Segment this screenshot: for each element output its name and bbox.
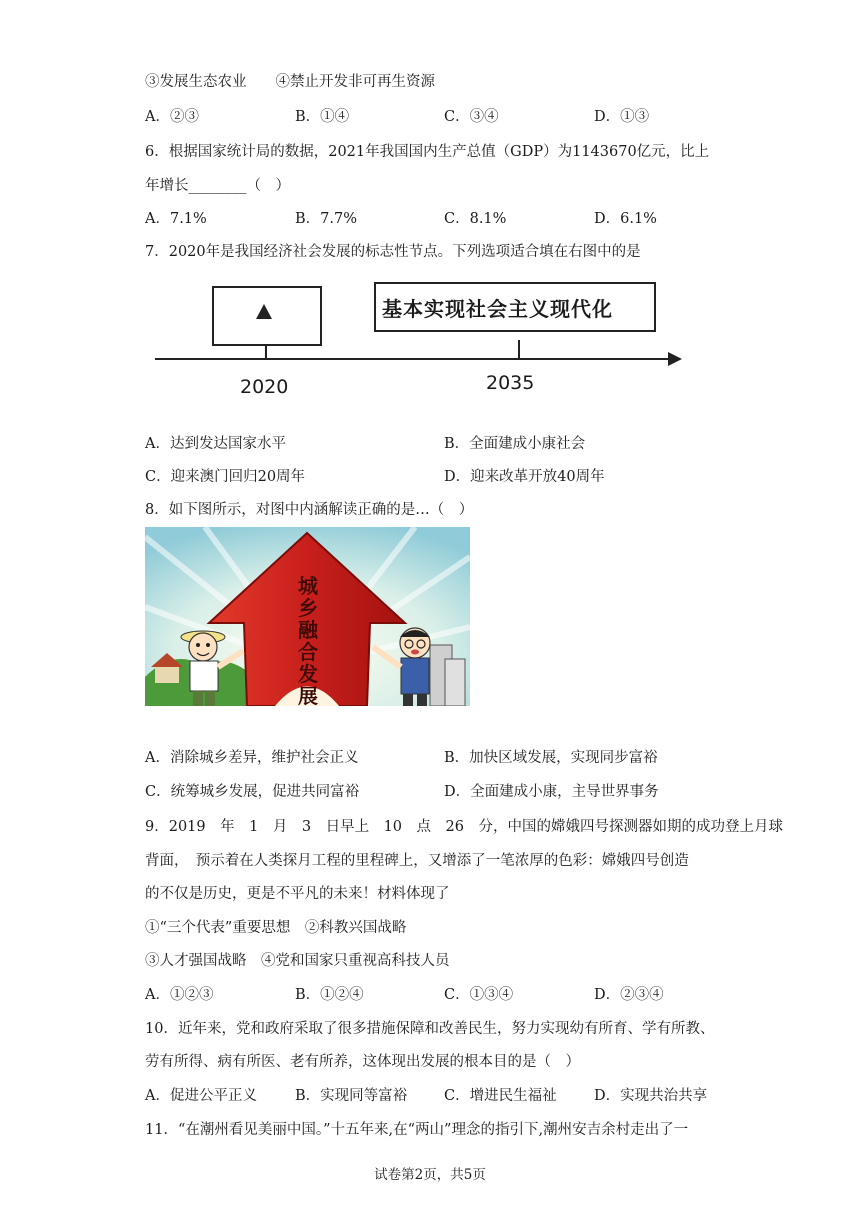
timeline-arrow-icon — [668, 352, 682, 366]
q10-option-d: D．实现共治共享 — [594, 1088, 708, 1104]
q7-option-d: D．迎来改革开放40周年 — [444, 469, 605, 485]
arrow-char: 展 — [298, 684, 318, 706]
timeline-year-right: 2035 — [486, 372, 535, 394]
q7-option-c: C．迎来澳门回归20周年 — [145, 469, 306, 485]
q9-choice-line-1: ①“三个代表”重要思想 ②科教兴国战略 — [145, 920, 407, 936]
q8-cartoon-figure — [145, 527, 470, 706]
q6-stem-line-2: 年增长________（ ） — [145, 178, 290, 194]
q9-stem-line-2: 背面， 预示着在人类探月工程的里程碑上，又增添了一笔浓厚的色彩：嫦娥四号创造 — [145, 853, 689, 869]
arrow-char: 融 — [298, 618, 318, 642]
q5-option-c: C．③④ — [444, 109, 499, 125]
q9-option-b: B．①②④ — [295, 987, 364, 1003]
arrow-vertical-text — [293, 575, 323, 706]
timeline-goal-text: 基本实现社会主义现代化 — [382, 297, 613, 321]
q5-option-b: B．①④ — [295, 109, 350, 125]
q11-stem-line-1: 11．“在潮州看见美丽中国。”十五年来,在“两山”理念的指引下,潮州安吉余村走出了一 — [145, 1122, 689, 1138]
q8-option-c: C．统筹城乡发展，促进共同富裕 — [145, 784, 360, 800]
arrow-char: 合 — [298, 640, 318, 664]
q9-stem-line-3: 的不仅是历史，更是不平凡的未来！材料体现了 — [145, 886, 450, 902]
timeline-tick-2020 — [265, 344, 267, 358]
q6-option-b: B．7.7% — [295, 211, 357, 227]
q6-stem-line-1: 6．根据国家统计局的数据，2021年我国国内生产总值（GDP）为1143670亿元，比上 — [145, 144, 710, 160]
q10-option-a: A．促进公平正义 — [145, 1088, 257, 1104]
timeline-goal-box — [374, 282, 656, 332]
q7-option-b: B．全面建成小康社会 — [444, 436, 586, 452]
q6-option-a: A．7.1% — [145, 211, 207, 227]
q8-stem: 8．如下图所示，对图中内涵解读正确的是…（ ） — [145, 502, 474, 518]
q5-option-a: A．②③ — [145, 109, 199, 125]
timeline-blank-box — [212, 286, 322, 346]
q10-stem-line-1: 10．近年来，党和政府采取了很多措施保障和改善民生，努力实现幼有所育、学有所教、 — [145, 1021, 715, 1037]
arrow-char: 发 — [298, 662, 318, 686]
q9-choice-line-2: ③人才强国战略 ④党和国家只重视高科技人员 — [145, 953, 450, 969]
q8-option-a: A．消除城乡差异，维护社会正义 — [145, 750, 359, 766]
q9-option-a: A．①②③ — [145, 987, 214, 1003]
timeline-axis — [155, 358, 670, 360]
arrow-char: 城 — [298, 574, 318, 598]
q10-option-b: B．实现同等富裕 — [295, 1088, 408, 1104]
q10-stem-line-2: 劳有所得、病有所医、老有所养，这体现出发展的根本目的是（ ） — [145, 1054, 580, 1070]
q9-option-d: D．②③④ — [594, 987, 664, 1003]
q5-choice-line: ③发展生态农业 ④禁止开发非可再生资源 — [145, 74, 435, 90]
q8-option-d: D．全面建成小康，主导世界事务 — [444, 784, 659, 800]
q6-option-c: C．8.1% — [444, 211, 507, 227]
q5-option-d: D．①③ — [594, 109, 650, 125]
q9-stem-line-1: 9．2019 年 1 月 3 日早上 10 点 26 分，中国的嫦娥四号探测器如期的成功登上月球 — [145, 819, 783, 835]
timeline-year-left: 2020 — [240, 376, 289, 398]
timeline-tick-2035 — [518, 340, 520, 358]
page-footer: 试卷第2页，共5页 — [374, 1167, 486, 1183]
q7-option-a: A．达到发达国家水平 — [145, 436, 286, 452]
q10-option-c: C．增进民生福祉 — [444, 1088, 557, 1104]
q8-option-b: B．加快区域发展，实现同步富裕 — [444, 750, 658, 766]
q7-timeline-figure — [150, 278, 690, 418]
q9-option-c: C．①③④ — [444, 987, 514, 1003]
q7-stem: 7．2020年是我国经济社会发展的标志性节点。下列选项适合填在右图中的是 — [145, 244, 641, 260]
triangle-marker-icon — [256, 304, 272, 319]
arrow-char: 乡 — [298, 596, 318, 620]
q6-option-d: D．6.1% — [594, 211, 657, 227]
